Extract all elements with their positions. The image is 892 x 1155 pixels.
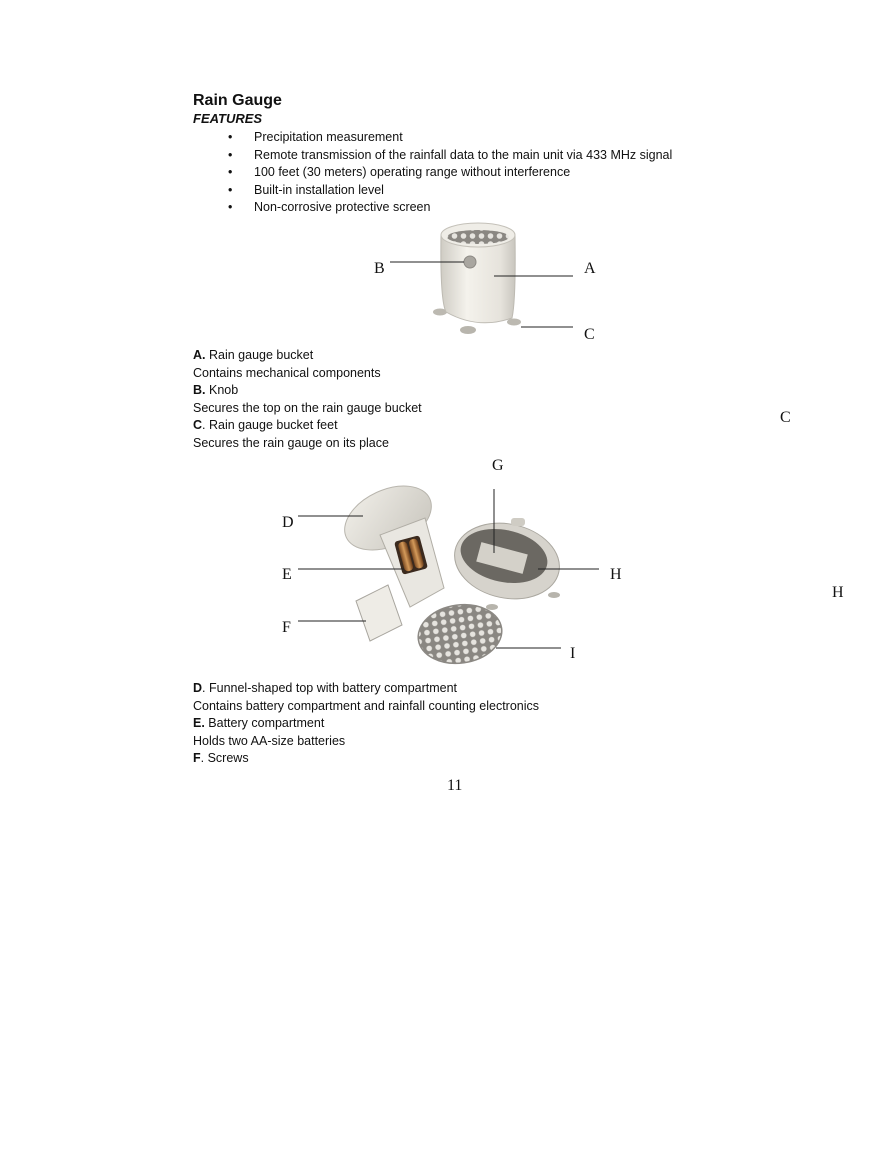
exploded-view-image [334, 473, 566, 668]
stray-label-h: H [832, 584, 844, 601]
page-number: 11 [447, 777, 463, 794]
feature-item: • 100 feet (30 meters) operating range without interference [228, 164, 672, 182]
feature-item: • Remote transmission of the rainfall data to the main unit via 433 MHz signal [228, 147, 672, 165]
part-b-detail: Secures the top on the rain gauge bucket [193, 401, 422, 415]
part-e-detail: Holds two AA-size batteries [193, 734, 346, 748]
part-e-name: E. Battery compartment [193, 716, 325, 730]
label-a: A [584, 260, 596, 277]
label-h: H [610, 566, 622, 583]
part-a-name: A. Rain gauge bucket [193, 348, 314, 362]
feature-item: • Non-corrosive protective screen [228, 199, 672, 217]
section-title: Rain Gauge [193, 92, 282, 109]
label-i: I [570, 645, 576, 662]
rain-gauge-image [433, 223, 521, 334]
part-c-detail: Secures the rain gauge on its place [193, 436, 389, 450]
features-heading: FEATURES [193, 111, 263, 126]
label-d: D [282, 514, 294, 531]
label-g: G [492, 457, 504, 474]
feature-item: • Built-in installation level [228, 182, 672, 200]
part-c-name: C. Rain gauge bucket feet [193, 418, 338, 432]
stray-label-c: C [780, 409, 791, 426]
label-e: E [282, 566, 292, 583]
part-b-name: B. Knob [193, 383, 239, 397]
label-f: F [282, 619, 291, 636]
part-f-name: F. Screws [193, 751, 249, 765]
part-d-detail: Contains battery compartment and rainfall counting electronics [193, 699, 540, 713]
label-c: C [584, 326, 595, 343]
feature-item: • Precipitation measurement [228, 129, 672, 147]
label-b: B [374, 260, 385, 277]
part-d-name: D. Funnel-shaped top with battery compartment [193, 681, 458, 695]
part-a-detail: Contains mechanical components [193, 366, 381, 380]
